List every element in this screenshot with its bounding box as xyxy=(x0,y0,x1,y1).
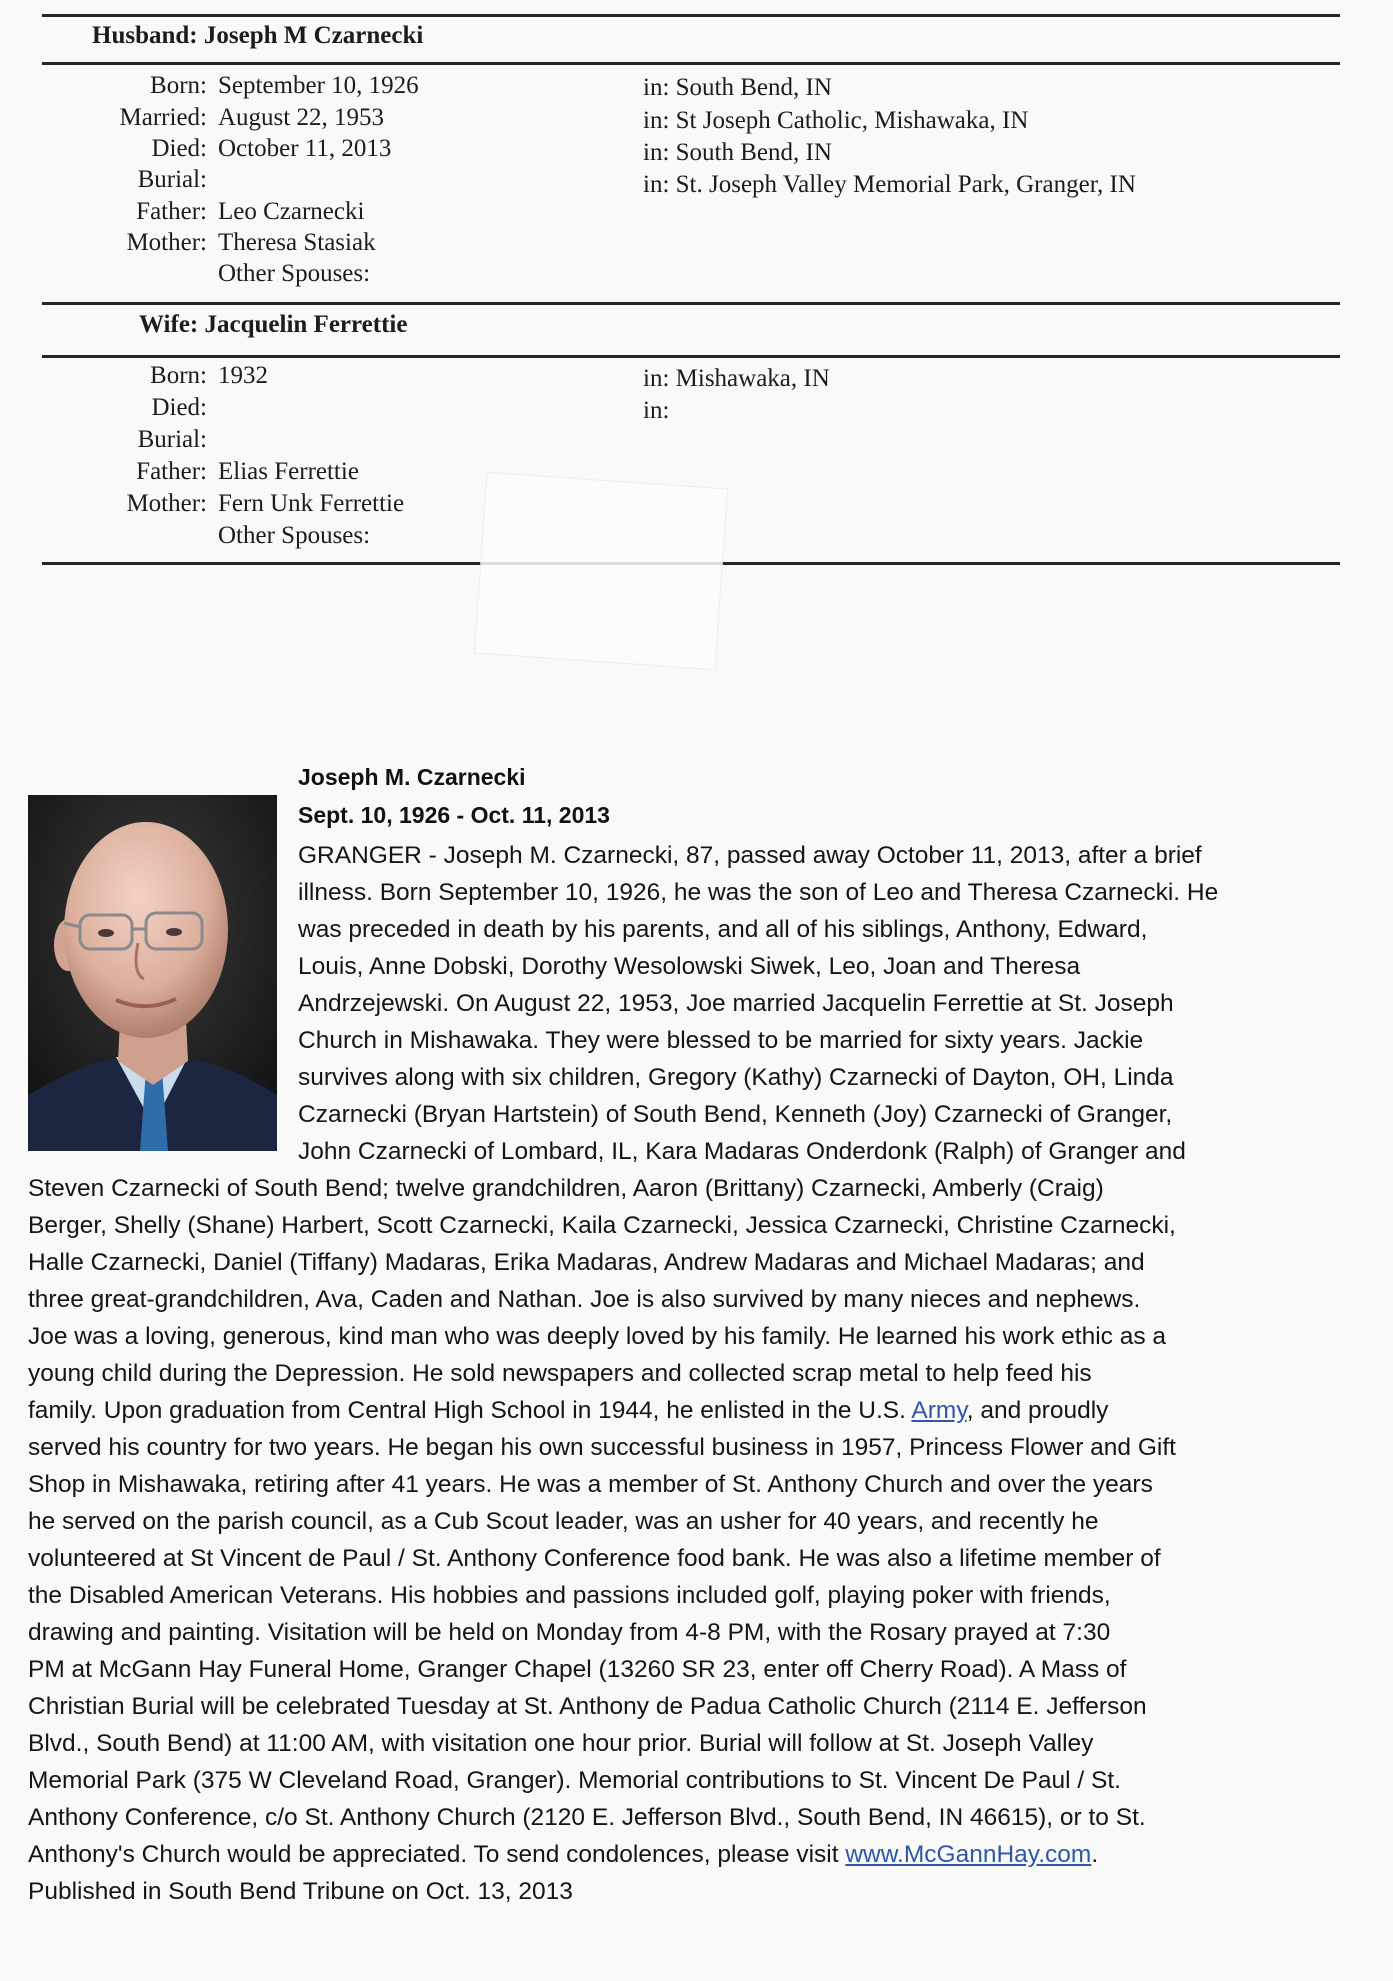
wife-born-value: 1932 xyxy=(218,362,268,389)
army-suffix: , and proudly xyxy=(966,1397,1109,1424)
husband-born-place: in: South Bend, IN xyxy=(643,74,832,101)
husband-section-label: Husband: xyxy=(92,22,198,49)
obituary-line-army xyxy=(28,1397,1108,1425)
wife-mother-label: Mother: xyxy=(126,490,207,517)
wife-burial-label: Burial: xyxy=(137,426,207,453)
wife-header xyxy=(139,311,407,339)
husband-mother-value: Theresa Stasiak xyxy=(218,229,376,256)
husband-died-place: in: South Bend, IN xyxy=(643,139,832,166)
obituary-line: Church in Mishawaka. They were blessed to be married for sixty years. Jackie xyxy=(298,1027,1144,1054)
husband-died-value: October 11, 2013 xyxy=(218,135,392,162)
obituary-line: served his country for two years. He began his own successful business in 1957, Princess Flower and Gift xyxy=(28,1434,1176,1461)
obituary-line: illness. Born September 10, 1926, he was the son of Leo and Theresa Czarnecki. He xyxy=(298,879,1219,906)
obituary-line: Steven Czarnecki of South Bend; twelve grandchildren, Aaron (Brittany) Czarnecki, Amberly (Craig) xyxy=(28,1175,1104,1202)
obituary-line: Louis, Anne Dobski, Dorothy Wesolowski Siwek, Leo, Joan and Theresa xyxy=(298,953,1081,980)
husband-mother-label: Mother: xyxy=(126,229,207,256)
husband-married-place: in: St Joseph Catholic, Mishawaka, IN xyxy=(643,107,1029,134)
obituary-line: Berger, Shelly (Shane) Harbert, Scott Czarnecki, Kaila Czarnecki, Jessica Czarnecki, Christine Czarnecki, xyxy=(28,1212,1176,1239)
obituary-line: John Czarnecki of Lombard, IL, Kara Madaras Onderdonk (Ralph) of Granger and xyxy=(298,1138,1186,1165)
husband-burial-place: in: St. Joseph Valley Memorial Park, Granger, IN xyxy=(643,171,1136,198)
husband-father-value: Leo Czarnecki xyxy=(218,198,365,225)
husband-married-value: August 22, 1953 xyxy=(218,104,384,131)
obituary-line: he served on the parish council, as a Cub Scout leader, was an usher for 40 years, and recently he xyxy=(28,1508,1099,1535)
obituary-line: the Disabled American Veterans. His hobbies and passions included golf, playing poker with friends, xyxy=(28,1582,1111,1609)
wife-father-value: Elias Ferrettie xyxy=(218,458,359,485)
obituary-line-text: family. Upon graduation from Central High School in 1944, he enlisted in the U.S. xyxy=(28,1397,912,1424)
wife-top-rule xyxy=(42,302,1340,305)
wife-name: Jacquelin Ferrettie xyxy=(204,311,408,338)
obituary-line: was preceded in death by his parents, and all of his siblings, Anthony, Edward, xyxy=(298,916,1148,943)
husband-died-label: Died: xyxy=(151,135,207,162)
obituary-line: Memorial Park (375 W Cleveland Road, Granger). Memorial contributions to St. Vincent De Paul / St. xyxy=(28,1767,1121,1794)
wife-section-label: Wife: xyxy=(139,311,199,338)
husband-name: Joseph M Czarnecki xyxy=(203,22,424,49)
husband-father-label: Father: xyxy=(136,198,207,225)
obituary-line-site xyxy=(28,1841,1098,1869)
obituary-line: three great-grandchildren, Ava, Caden and Nathan. Joe is also survived by many nieces and nephews. xyxy=(28,1286,1141,1313)
husband-married-label: Married: xyxy=(119,104,207,131)
obituary-line-text: Anthony's Church would be appreciated. To send condolences, please visit xyxy=(28,1841,846,1868)
obituary-line: Andrzejewski. On August 22, 1953, Joe married Jacquelin Ferrettie at St. Joseph xyxy=(298,990,1174,1017)
obituary-line: volunteered at St Vincent de Paul / St. Anthony Conference food bank. He was also a lifetime member of xyxy=(28,1545,1161,1572)
tape-mark xyxy=(474,472,728,670)
wife-rule xyxy=(42,355,1340,358)
obituary-dates: Sept. 10, 1926 - Oct. 11, 2013 xyxy=(298,802,610,828)
wife-born-label: Born: xyxy=(150,362,207,389)
obituary-line: Halle Czarnecki, Daniel (Tiffany) Madaras, Erika Madaras, Andrew Madaras and Michael Madaras; and xyxy=(28,1249,1145,1276)
portrait-photo xyxy=(28,795,277,1151)
top-rule xyxy=(42,14,1340,17)
husband-burial-label: Burial: xyxy=(137,166,207,193)
wife-died-place: in: xyxy=(643,397,670,424)
husband-rule xyxy=(42,62,1340,65)
obituary-line: drawing and painting. Visitation will be held on Monday from 4-8 PM, with the Rosary prayed at 7:30 xyxy=(28,1619,1111,1646)
wife-mother-value: Fern Unk Ferrettie xyxy=(218,490,405,517)
mcgannhay-link[interactable]: www.McGannHay.com xyxy=(845,1841,1092,1868)
obituary-line: Christian Burial will be celebrated Tuesday at St. Anthony de Padua Catholic Church (2114 E. Jefferson xyxy=(28,1693,1147,1720)
obituary-line: survives along with six children, Gregory (Kathy) Czarnecki of Dayton, OH, Linda xyxy=(298,1064,1174,1091)
obituary-line: Czarnecki (Bryan Hartstein) of South Bend, Kenneth (Joy) Czarnecki of Granger, xyxy=(298,1101,1173,1128)
wife-died-label: Died: xyxy=(151,394,207,421)
obituary-line: young child during the Depression. He sold newspapers and collected scrap metal to help feed his xyxy=(28,1360,1092,1387)
husband-born-label: Born: xyxy=(150,72,207,99)
site-suffix: . xyxy=(1091,1841,1099,1868)
obituary-line: Shop in Mishawaka, retiring after 41 years. He was a member of St. Anthony Church and over the years xyxy=(28,1471,1153,1498)
obituary-line: PM at McGann Hay Funeral Home, Granger Chapel (13260 SR 23, enter off Cherry Road). A Mass of xyxy=(28,1656,1127,1683)
obituary-line: Anthony Conference, c/o St. Anthony Church (2120 E. Jefferson Blvd., South Bend, IN 46615), or to St. xyxy=(28,1804,1146,1831)
army-link[interactable]: Army xyxy=(911,1397,967,1424)
wife-other-spouses: Other Spouses: xyxy=(218,522,371,549)
obituary-line: Joe was a loving, generous, kind man who was deeply loved by his family. He learned his work ethic as a xyxy=(28,1323,1167,1350)
obituary-name: Joseph M. Czarnecki xyxy=(298,764,526,790)
husband-header xyxy=(92,22,423,50)
obituary-line: Blvd., South Bend) at 11:00 AM, with visitation one hour prior. Burial will follow at St. Joseph Valley xyxy=(28,1730,1094,1757)
obituary-line: GRANGER - Joseph M. Czarnecki, 87, passed away October 11, 2013, after a brief xyxy=(298,842,1202,869)
husband-born-value: September 10, 1926 xyxy=(218,72,419,99)
husband-other-spouses: Other Spouses: xyxy=(218,260,371,287)
wife-father-label: Father: xyxy=(136,458,207,485)
obituary-line: Published in South Bend Tribune on Oct. 13, 2013 xyxy=(28,1878,573,1905)
wife-born-place: in: Mishawaka, IN xyxy=(643,365,830,392)
